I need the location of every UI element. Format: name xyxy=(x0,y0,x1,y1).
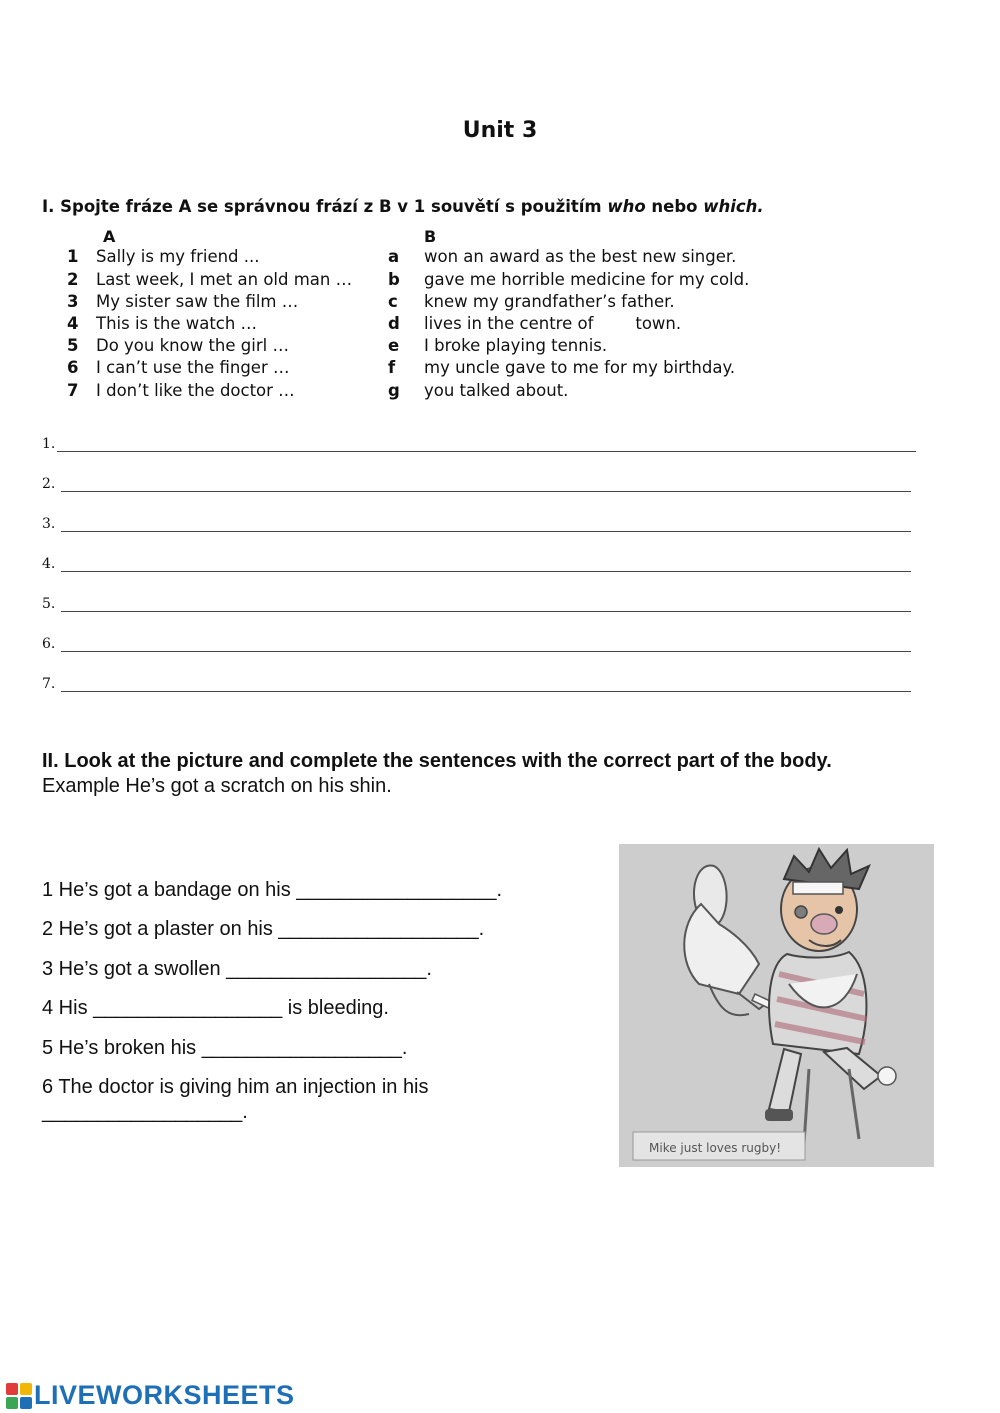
rugby-injury-picture xyxy=(619,844,934,1167)
item-b-text: you talked about. xyxy=(424,381,569,400)
sentence-6[interactable]: 6 The doctor is giving him an injection in his xyxy=(42,1076,429,1098)
sentence-2[interactable]: 2 He’s got a plaster on his __________________. xyxy=(42,918,485,940)
item-a-number: 1 xyxy=(67,247,79,266)
item-b-letter: d xyxy=(388,314,400,333)
item-a-text: Sally is my friend ... xyxy=(96,247,260,266)
answer-line-label: 1. xyxy=(42,436,56,452)
item-b-text: won an award as the best new singer. xyxy=(424,247,737,266)
item-a-number: 5 xyxy=(67,336,79,355)
answer-line-5[interactable] xyxy=(42,596,911,612)
sentence-5[interactable]: 5 He’s broken his __________________. xyxy=(42,1037,408,1059)
answer-blank[interactable] xyxy=(57,439,916,452)
item-a-text: My sister saw the film … xyxy=(96,292,299,311)
exercise2-heading: II. Look at the picture and complete the sentences with the correct part of the body. xyxy=(42,750,832,772)
logo-square xyxy=(6,1397,18,1409)
answer-line-label: 3. xyxy=(42,516,56,532)
page-title: Unit 3 xyxy=(462,118,538,143)
answer-line-label: 6. xyxy=(42,636,56,652)
item-a-text: Last week, I met an old man … xyxy=(96,270,353,289)
answer-line-1[interactable] xyxy=(42,436,916,452)
item-a-text: I don’t like the doctor … xyxy=(96,381,295,400)
item-a-text: I can’t use the finger … xyxy=(96,358,290,377)
item-b-text: my uncle gave to me for my birthday. xyxy=(424,358,736,377)
answer-line-label: 2. xyxy=(42,476,56,492)
item-a-number: 2 xyxy=(67,270,79,289)
item-a-number: 6 xyxy=(67,358,79,377)
logo-square xyxy=(20,1383,32,1395)
answer-line-6[interactable] xyxy=(42,636,911,652)
answer-line-4[interactable] xyxy=(42,556,911,572)
item-b-letter: e xyxy=(388,336,400,355)
sentence-3[interactable]: 3 He’s got a swollen __________________. xyxy=(42,958,432,980)
item-b-text: lives in the centre of town. xyxy=(424,314,682,333)
answer-line-7[interactable] xyxy=(42,676,911,692)
answer-line-label: 7. xyxy=(42,676,56,692)
answer-blank[interactable] xyxy=(61,679,911,692)
exercise2-instruction xyxy=(42,750,832,798)
item-b-letter: g xyxy=(388,381,400,400)
liveworksheets-logo[interactable] xyxy=(6,1380,295,1411)
item-a-number: 4 xyxy=(67,314,79,333)
answer-blank[interactable] xyxy=(61,559,911,572)
item-a-text: Do you know the girl … xyxy=(96,336,289,355)
item-b-text: gave me horrible medicine for my cold. xyxy=(424,270,750,289)
item-b-text: I broke playing tennis. xyxy=(424,336,608,355)
item-a-text: This is the watch … xyxy=(96,314,258,333)
logo-square xyxy=(6,1383,18,1395)
logo-text: LIVEWORKSHEETS xyxy=(34,1380,295,1410)
column-b-heading: B xyxy=(424,227,437,246)
exercise1-instruction: I. Spojte fráze A se správnou frází z B v 1 souvětí s použitím who nebo which. xyxy=(42,197,764,216)
answer-blank[interactable] xyxy=(61,639,911,652)
item-a-number: 7 xyxy=(67,381,79,400)
item-b-letter: f xyxy=(388,358,396,377)
answer-blank[interactable] xyxy=(61,479,911,492)
logo-square xyxy=(20,1397,32,1409)
answer-line-label: 4. xyxy=(42,556,56,572)
column-a-heading: A xyxy=(103,227,116,246)
answer-line-label: 5. xyxy=(42,596,56,612)
answer-blank[interactable] xyxy=(61,599,911,612)
answer-line-3[interactable] xyxy=(42,516,911,532)
logo-icon xyxy=(6,1383,32,1409)
answer-line-2[interactable] xyxy=(42,476,911,492)
picture-caption: Mike just loves rugby! xyxy=(649,1141,782,1155)
item-b-text: knew my grandfather’s father. xyxy=(424,292,675,311)
sentence-6-blank[interactable]: __________________. xyxy=(42,1101,248,1123)
answer-blank[interactable] xyxy=(61,519,911,532)
item-a-number: 3 xyxy=(67,292,79,311)
exercise2-example: Example He’s got a scratch on his shin. xyxy=(42,775,392,797)
sentence-4[interactable]: 4 His _________________ is bleeding. xyxy=(42,997,389,1019)
sentence-1[interactable]: 1 He’s got a bandage on his __________________. xyxy=(42,879,503,901)
item-b-letter: b xyxy=(388,270,400,289)
item-b-letter: c xyxy=(388,292,398,311)
item-b-letter: a xyxy=(388,247,400,266)
